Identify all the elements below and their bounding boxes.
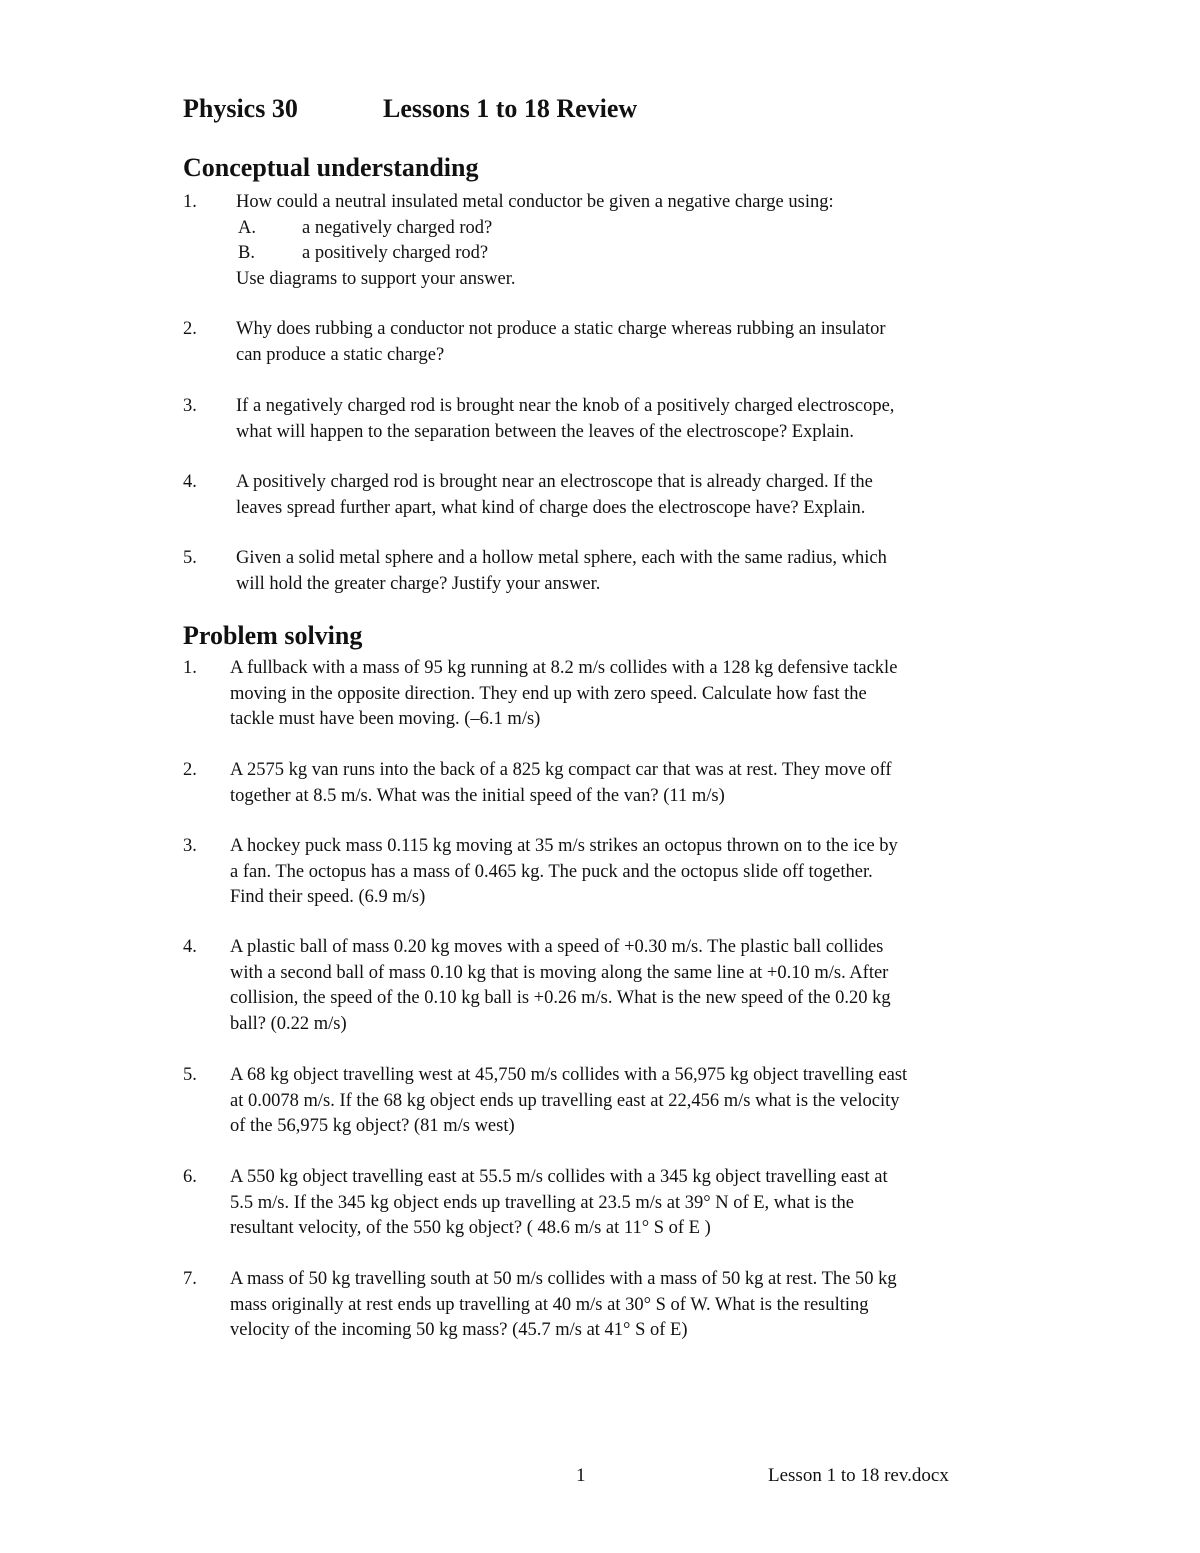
question-text: a fan. The octopus has a mass of 0.465 kg. The puck and the octopus slide off together. [230, 861, 873, 882]
question-text: How could a neutral insulated metal conductor be given a negative charge using: [236, 192, 834, 212]
question-number: 4. [183, 937, 197, 957]
question-number: 6. [183, 1167, 197, 1187]
question-text: A 550 kg object travelling east at 55.5 m/s collides with a 345 kg object travelling east at [230, 1167, 888, 1187]
question-text: moving in the opposite direction. They end up with zero speed. Calculate how fast the [230, 683, 867, 704]
question-text: resultant velocity, of the 550 kg object? ( 48.6 m/s at 11° S of E ) [230, 1218, 711, 1238]
course-name: Physics 30 [183, 94, 298, 123]
question-text: A positively charged rod is brought near an electroscope that is already charged. If the [236, 472, 873, 492]
question-text: Why does rubbing a conductor not produce a static charge whereas rubbing an insulator [236, 319, 886, 339]
question-text: A fullback with a mass of 95 kg running at 8.2 m/s collides with a 128 kg defensive tackle [230, 658, 898, 678]
question-text: A mass of 50 kg travelling south at 50 m/s collides with a mass of 50 kg at rest. The 50 kg [230, 1269, 897, 1289]
question-text: ball? (0.22 m/s) [230, 1013, 347, 1034]
question-number: 3. [183, 836, 197, 856]
footer-filename: Lesson 1 to 18 rev.docx [768, 1465, 949, 1486]
problem-solving-heading: Problem solving [183, 621, 363, 650]
question-number: 3. [183, 396, 197, 416]
question-text: of the 56,975 kg object? (81 m/s west) [230, 1116, 515, 1136]
question-text: A plastic ball of mass 0.20 kg moves with a speed of +0.30 m/s. The plastic ball collides [230, 937, 884, 957]
review-title: Lessons 1 to 18 Review [383, 94, 638, 123]
question-text: velocity of the incoming 50 kg mass? (45.7 m/s at 41° S of E) [230, 1320, 688, 1340]
document-title [183, 94, 637, 124]
question-text: A hockey puck mass 0.115 kg moving at 35 m/s strikes an octopus thrown on to the ice by [230, 836, 898, 856]
sub-item-letter: A. [238, 217, 256, 238]
question-text: tackle must have been moving. (–6.1 m/s) [230, 709, 541, 729]
question-text: mass originally at rest ends up travelling at 40 m/s at 30° S of W. What is the resulting [230, 1294, 869, 1315]
sub-item [236, 241, 1056, 267]
question-text: at 0.0078 m/s. If the 68 kg object ends up travelling east at 22,456 m/s what is the velocity [230, 1090, 900, 1111]
question-number: 7. [183, 1269, 197, 1289]
question-text: collision, the speed of the 0.10 kg ball is +0.26 m/s. What is the new speed of the 0.20 kg [230, 988, 891, 1008]
question-number: 2. [183, 319, 197, 339]
question-text: can produce a static charge? [236, 344, 445, 365]
conceptual-heading: Conceptual understanding [183, 153, 479, 182]
question-text: Find their speed. (6.9 m/s) [230, 887, 426, 907]
question-number: 1. [183, 658, 197, 678]
question-text: leaves spread further apart, what kind of charge does the electroscope have? Explain. [236, 497, 866, 518]
page-number: 1 [576, 1465, 586, 1486]
question-text: If a negatively charged rod is brought near the knob of a positively charged electroscope, [236, 396, 895, 416]
question-text: Use diagrams to support your answer. [236, 268, 516, 289]
question-text: Given a solid metal sphere and a hollow metal sphere, each with the same radius, which [236, 548, 887, 568]
sub-item [236, 216, 1056, 242]
question-text: A 2575 kg van runs into the back of a 825 kg compact car that was at rest. They move off [230, 760, 892, 780]
sub-item-letter: B. [238, 243, 255, 263]
question-number: 1. [183, 192, 197, 212]
sub-item-text: a positively charged rod? [302, 243, 489, 263]
question-number: 5. [183, 548, 197, 568]
question-number: 2. [183, 760, 197, 780]
sub-item-text: a negatively charged rod? [302, 217, 493, 238]
question-text: will hold the greater charge? Justify your answer. [236, 573, 601, 594]
question-number: 5. [183, 1065, 197, 1085]
question-text: 5.5 m/s. If the 345 kg object ends up travelling at 23.5 m/s at 39° N of E, what is the [230, 1192, 854, 1213]
question-text: A 68 kg object travelling west at 45,750 m/s collides with a 56,975 kg object travelling east [230, 1065, 908, 1085]
question-text: what will happen to the separation between the leaves of the electroscope? Explain. [236, 421, 854, 442]
question-text: together at 8.5 m/s. What was the initial speed of the van? (11 m/s) [230, 785, 725, 806]
question-number: 4. [183, 472, 197, 492]
question-text: with a second ball of mass 0.10 kg that is moving along the same line at +0.10 m/s. After [230, 962, 889, 983]
